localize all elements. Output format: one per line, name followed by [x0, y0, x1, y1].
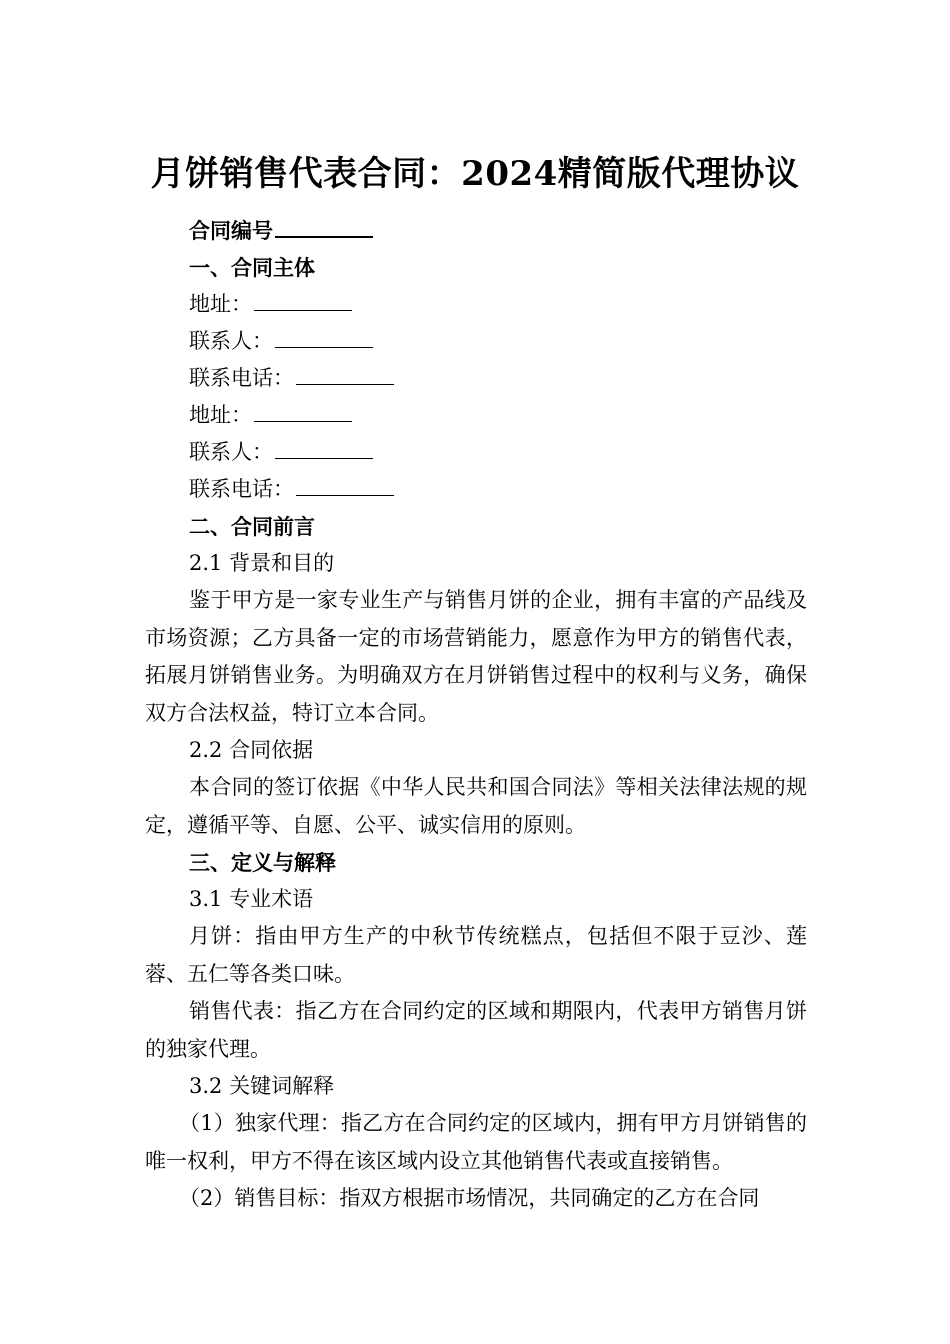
section3-1-title: 3.1 专业术语: [189, 887, 314, 911]
section2-heading: 二、合同前言: [189, 514, 315, 539]
section2-2-title: 2.2 合同依据: [189, 738, 314, 762]
party-b-address-line: [145, 397, 807, 434]
keyword-exclusive-agency: （1）独家代理：指乙方在合同约定的区域内，拥有甲方月饼销售的唯一权利，甲方不得在该区域内设立其他销售代表或直接销售。: [145, 1111, 807, 1173]
party-a-contact-label: 联系人：: [189, 329, 273, 353]
party-b-address-blank: [254, 420, 352, 422]
party-a-contact-line: [145, 323, 807, 360]
party-a-phone-blank: [296, 383, 394, 385]
keyword-sales-target: （2）销售目标：指双方根据市场情况，共同确定的乙方在合同: [179, 1186, 760, 1210]
party-b-contact-blank: [275, 457, 373, 459]
party-a-address-line: [145, 286, 807, 323]
section2-1-text: 鉴于甲方是一家专业生产与销售月饼的企业，拥有丰富的产品线及市场资源；乙方具备一定的市场营销能力，愿意作为甲方的销售代表，拓展月饼销售业务。为明确双方在月饼销售过程中的权利与义务，确保双方合法权益，特订立本合同。: [145, 588, 807, 725]
section3-2-title: 3.2 关键词解释: [189, 1074, 335, 1098]
document-body: [145, 212, 807, 1218]
term-sales-representative: 销售代表：指乙方在合同约定的区域和期限内，代表甲方销售月饼的独家代理。: [145, 999, 807, 1061]
party-b-phone-label: 联系电话：: [189, 477, 294, 501]
party-a-contact-blank: [275, 346, 373, 348]
party-b-phone-line: [145, 471, 807, 508]
party-a-address-label: 地址：: [189, 292, 252, 316]
party-b-phone-blank: [296, 494, 394, 496]
party-b-contact-label: 联系人：: [189, 440, 273, 464]
party-a-phone-line: [145, 360, 807, 397]
section2-1-title: 2.1 背景和目的: [189, 551, 335, 575]
contract-number-label: 合同编号: [189, 218, 273, 243]
contract-number-line: [145, 212, 807, 249]
section2-2-text: 本合同的签订依据《中华人民共和国合同法》等相关法律法规的规定，遵循平等、自愿、公平、诚实信用的原则。: [145, 775, 807, 837]
party-a-phone-label: 联系电话：: [189, 366, 294, 390]
contract-number-blank: [275, 235, 373, 238]
section1-heading: 一、合同主体: [189, 255, 315, 280]
section3-heading: 三、定义与解释: [189, 850, 336, 875]
party-b-address-label: 地址：: [189, 403, 252, 427]
party-b-contact-line: [145, 434, 807, 471]
party-a-address-blank: [254, 309, 352, 311]
document-title: 月饼销售代表合同：2024精简版代理协议: [150, 154, 800, 194]
term-mooncake: 月饼：指由甲方生产的中秋节传统糕点，包括但不限于豆沙、莲蓉、五仁等各类口味。: [145, 924, 807, 986]
